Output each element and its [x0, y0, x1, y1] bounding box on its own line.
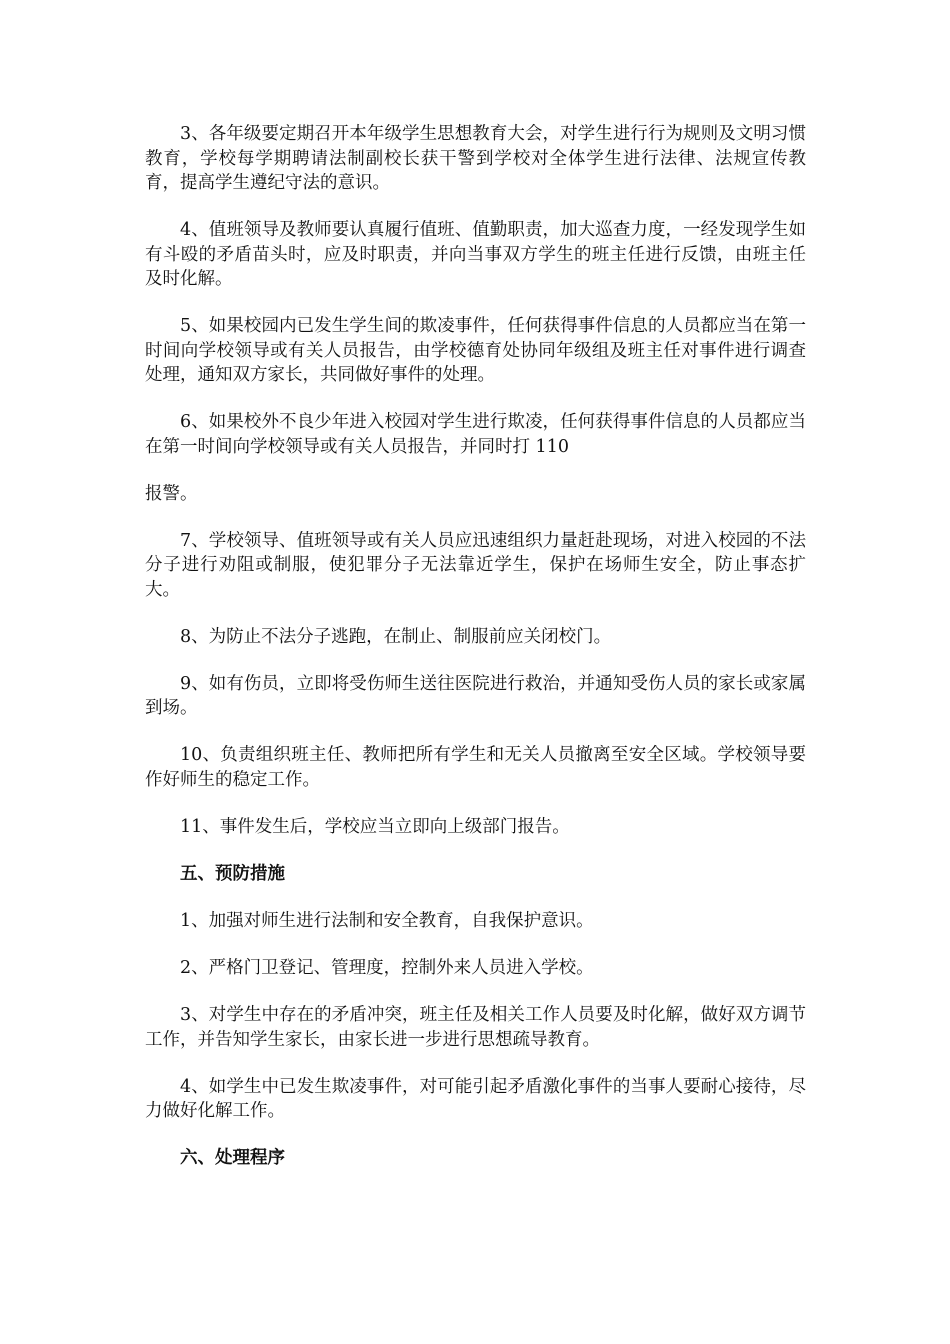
paragraph-item-3: 3、各年级要定期召开本年级学生思想教育大会，对学生进行行为规则及文明习惯教育，学校每学期聘请法制副校长获干警到学校对全体学生进行法律、法规宣传教育，提高学生遵纪守法的意识。: [145, 124, 806, 193]
paragraph-prevention-3: 3、对学生中存在的矛盾冲突，班主任及相关工作人员要及时化解，做好双方调节工作，并告知学生家长，由家长进一步进行思想疏导教育。: [145, 1005, 806, 1050]
paragraph-item-9: 9、如有伤员，立即将受伤师生送往医院进行救治，并通知受伤人员的家长或家属到场。: [145, 673, 806, 718]
paragraph-item-6: 6、如果校外不良少年进入校园对学生进行欺凌，任何获得事件信息的人员都应当在第一时间向学校领导或有关人员报告，并同时打 110: [145, 412, 806, 457]
paragraph-item-11: 11、事件发生后，学校应当立即向上级部门报告。: [180, 816, 570, 837]
paragraph-item-5: 5、如果校园内已发生学生间的欺凌事件，任何获得事件信息的人员都应当在第一时间向学校领导或有关人员报告，由学校德育处协同年级组及班主任对事件进行调查处理，通知双方家长，共同做好事件的处理。: [145, 316, 806, 385]
paragraph-item-4: 4、值班领导及教师要认真履行值班、值勤职责，加大巡查力度，一经发现学生如有斗殴的矛盾苗头时，应及时职责，并向当事双方学生的班主任进行反馈，由班主任及时化解。: [145, 220, 806, 289]
paragraph-item-10: 10、负责组织班主任、教师把所有学生和无关人员撤离至安全区域。学校领导要作好师生的稳定工作。: [145, 745, 806, 790]
paragraph-prevention-1: 1、加强对师生进行法制和安全教育，自我保护意识。: [180, 911, 594, 931]
section-heading-procedure: 六、处理程序: [180, 1148, 285, 1168]
paragraph-prevention-4: 4、如学生中已发生欺凌事件，对可能引起矛盾激化事件的当事人要耐心接待，尽力做好化解工作。: [145, 1076, 806, 1121]
document-body: [145, 122, 806, 1194]
section-heading-prevention: 五、预防措施: [180, 863, 285, 884]
paragraph-item-8: 8、为防止不法分子逃跑，在制止、制服前应关闭校门。: [180, 626, 612, 647]
paragraph-item-7: 7、学校领导、值班领导或有关人员应迅速组织力量赶赴现场，对进入校园的不法分子进行劝阻或制服，使犯罪分子无法靠近学生，保护在场师生安全，防止事态扩大。: [145, 530, 806, 600]
paragraph-prevention-2: 2、严格门卫登记、管理度，控制外来人员进入学校。: [180, 958, 594, 978]
paragraph-item-6-continued: 报警。: [145, 483, 198, 504]
